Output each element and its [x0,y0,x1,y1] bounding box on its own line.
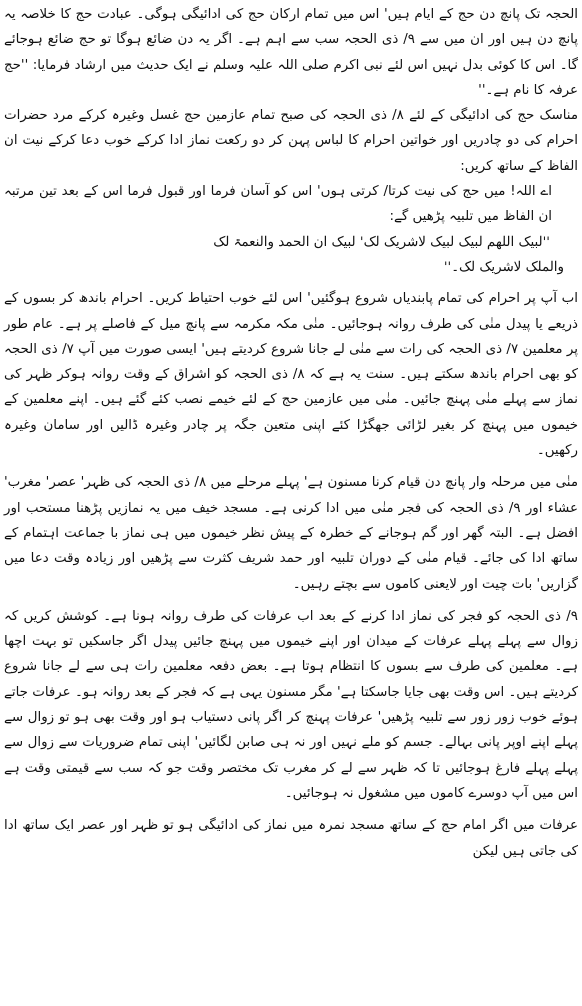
paragraph-prayers-in-arafat: عرفات میں اگر امام حج کے ساتھ مسجد نمرہ میں نماز کی ادائیگی ہو تو ظہر اور عصر ایک ساتھ ادا کی جاتی ہیں لیکن [4,818,578,859]
talbiya-text: ''لبیک اللھم لبیک لبیک لاشریک لک' لبیک ان الحمد والنعمۃ لک [213,234,550,250]
paragraph-stay-in-mina: منٰی میں مرحلہ وار پانچ دن قیام کرنا مسنون ہے' پہلے مرحلے میں ۸/ ذی الحجہ کی ظہر' عصر' مغرب' عشاء اور ۹/ ذی الحجہ کی فجر منٰی میں ادا کرنی ہے۔ مسجد خیف میں یہ نمازیں پڑھنا مستحب اور افضل ہے۔ البتہ گھر اور گم ہوجانے کے خطرہ کے پیش نظر خیموں میں ہی نماز با جماعت اہتمام کے ساتھ ادا کی جائے۔ قیام منٰی کے دوران تلبیہ اور حمد شریف کثرت سے پڑھیں اور زیادہ وقت دعا میں گزاریں' بات چیت اور لایعنی کاموں سے بچتے رہیں۔ [4,475,578,592]
paragraph-ihram-restrictions: اب آپ پر احرام کی تمام پابندیاں شروع ہوگئیں' اس لئے خوب احتیاط کریں۔ احرام باندھ کر بسوں کے ذریعے یا پیدل منٰی کی طرف روانہ ہوجائیں۔ منٰی مکہ مکرمہ سے پانچ میل کے فاصلے پر ہے۔ عام طور پر معلمین ۷/ ذی الحجہ کی رات سے منٰی لے جانا شروع کردیتے ہیں' ایسی صورت میں آپ ۷/ ذی الحجہ کو بھی احرام باندھ سکتے ہیں۔ سنت یہ ہے کہ ۸/ ذی الحجہ کو اشراق کے وقت روانہ ہوکر ظہر کی نماز سے پہلے منٰی پہنچ جائیں۔ منٰی میں عازمین حج کے لئے خیمے نصب کئے گئے ہیں۔ اپنے معلمین کے خیموں میں پہنچ کر بغیر لڑائی جھگڑا کئے اپنی متعین جگہ پر چادر وغیرہ ڈالیں اور سامان وغیرہ رکھیں۔ [4,291,579,459]
paragraph-rites-of-hajj: مناسک حج کی ادائیگی کے لئے ۸/ ذی الحجہ کی صبح تمام عازمین حج غسل وغیرہ کرکے مرد حضرات احرام کی دو چادریں اور خواتین احرام کا لباس پہن کر دو رکعت نماز ادا کرکے خوب دعا کرکے نیت ان الفاظ کے ساتھ کریں: [4,108,578,174]
paragraph-days-of-hajj: الحجہ تک پانچ دن حج کے ایام ہیں' اس میں تمام ارکان حج کی ادائیگی ہوگی۔ عبادت حج کا خلاصہ یہ پانچ دن ہیں اور ان میں سے ۹/ ذی الحجہ سب سے اہم ہے۔ اگر یہ دن ضائع ہوگا تو حج ضائع ہوجائے گا۔ اس کا کوئی بدل نہیں اس لئے نبی اکرم صلی اللہ علیہ وسلم نے ایک حدیث میں ارشاد فرمایا: ''حج عرفہ کا نام ہے۔'' [4,7,578,98]
paragraph-departure-to-arafat: ۹/ ذی الحجہ کو فجر کی نماز ادا کرنے کے بعد اب عرفات کی طرف روانہ ہونا ہے۔ کوشش کریں کہ زوال سے پہلے پہلے عرفات کے میدان اور اپنے خیموں میں پہنچ جائیں پیدل اگر جاسکیں تو بہت اچھا ہے۔ معلمین کی طرف سے بسوں کا انتظام ہوتا ہے۔ بعض دفعہ معلمین رات ہی سے لے جانا شروع کردیتے ہیں۔ اس وقت بھی جایا جاسکتا ہے' مگر مسنون یہی ہے کہ فجر کے بعد روانہ ہو۔ عرفات جاتے ہوئے خوب زور زور سے تلبیہ پڑھیں' عرفات پہنچ کر اگر پانی دستیاب ہو اور وقت بھی ہو تو زوال سے پہلے اپنے اوپر پانی بہالے۔ جسم کو ملے نہیں اور نہ ہی صابن لگائیں' اپنی تمام ضروریات سے زوال سے پہلے پہلے فارغ ہوجائیں تا کہ ظہر سے لے کر مغرب تک مختصر وقت جو کہ سب سے قیمتی وقت ہے اس میں آپ دوسرے کاموں میں مشغول نہ ہوجائیں۔ [4,608,578,801]
intention-prayer: اے اللہ! میں حج کی نیت کرتا/ کرتی ہوں' اس کو آسان فرما اور قبول فرما اس کے بعد تین مرتبہ ان الفاظ میں تلبیہ پڑھیں گے: [4,184,552,225]
talbiya-text-end: والملک لاشریک لک۔'' [443,259,564,275]
